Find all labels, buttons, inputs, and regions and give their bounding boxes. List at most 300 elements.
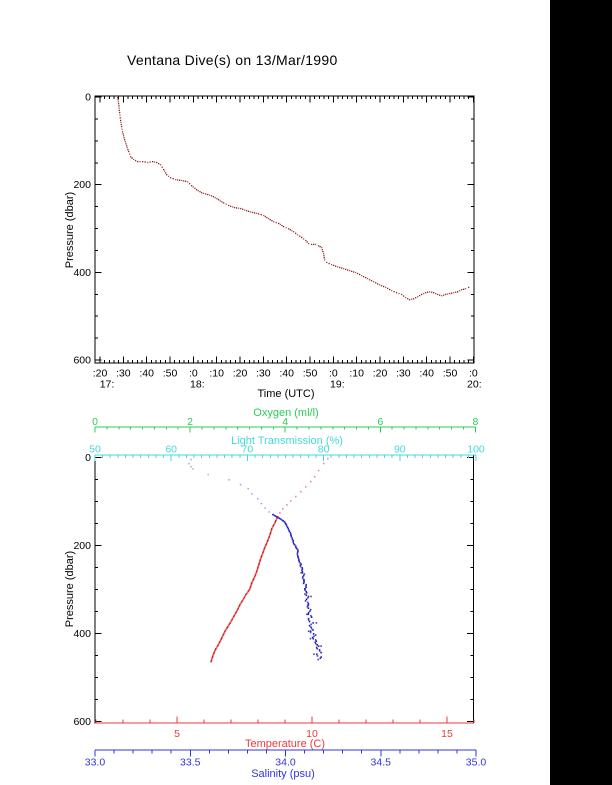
data-dot [121,124,122,125]
data-dot [291,537,293,539]
data-dot [211,195,212,196]
tick-label: :30 [256,367,271,380]
tick-label: :0 [328,367,338,380]
tick-label: 33.0 [84,756,106,769]
data-dot [194,188,195,189]
light-transmission-axis-label: Light Transmission (%) [231,435,343,447]
data-dot [193,186,194,187]
data-dot [273,221,274,222]
data-dot [268,218,269,219]
data-dot [308,619,310,621]
data-dot [166,174,167,175]
tick-label: 19: [330,378,345,391]
data-dot [349,270,350,271]
data-dot [327,458,329,460]
tick-label: 600 [73,716,91,728]
data-dot [441,295,442,296]
data-dot [160,164,161,165]
tick-label: 400 [73,266,91,279]
tick-label: 0 [92,416,98,428]
data-dot [302,572,304,574]
data-dot [196,189,197,190]
data-dot [121,126,122,127]
data-dot [351,271,352,272]
data-dot [123,133,124,134]
data-dot [122,131,123,132]
data-dot [301,237,302,238]
data-dot [304,588,306,590]
data-dot [256,570,258,572]
data-dot [211,658,213,660]
tick-label: 80 [317,443,330,456]
data-dot [306,599,308,601]
data-dot [315,244,316,245]
data-dot [379,284,380,285]
data-dot [242,209,243,210]
data-dot [413,298,414,299]
top-chart-y-axis-label: Pressure (dbar) [64,191,76,269]
data-dot [317,659,319,661]
data-dot [303,238,304,239]
data-dot [118,105,119,106]
tick-label: :50 [302,367,318,380]
data-dot [279,512,281,514]
data-dot [293,540,295,542]
data-dot [280,224,281,225]
data-dot [308,614,310,616]
data-dot [439,295,440,296]
data-dot [260,556,262,558]
bottom-chart-axes [73,416,486,769]
data-dot [309,610,311,612]
data-dot [264,548,266,550]
data-dot [383,286,384,287]
data-dot [419,295,420,296]
data-dot [363,276,364,277]
tick-label: 60 [165,443,178,456]
data-dot [198,190,199,191]
data-dot [165,172,166,173]
data-dot [119,115,120,116]
data-dot [119,112,120,113]
data-dot [468,287,469,288]
data-dot [255,574,257,576]
data-dot [324,257,325,258]
data-dot [297,549,299,551]
data-dot [323,463,325,465]
data-dot [220,200,221,201]
data-dot [310,481,312,483]
data-dot [286,524,288,526]
data-dot [451,293,452,294]
tick-label: 600 [73,354,91,367]
tick-label: 10 [306,728,318,740]
top-chart-x-axis-label: Time (UTC) [257,388,315,400]
tick-label: :50 [162,367,178,380]
data-dot [192,468,194,470]
data-dot [173,178,174,179]
data-dot [257,498,259,500]
data-dot [302,576,304,578]
data-dot [341,267,342,268]
data-dot [403,295,404,296]
data-dot [323,255,324,256]
data-dot [256,213,257,214]
data-dot [270,219,271,220]
top-chart [64,92,482,401]
data-dot [121,129,122,130]
data-dot [124,137,125,138]
data-dot [365,277,366,278]
data-dot [278,223,279,224]
data-dot [262,552,264,554]
data-dot [417,296,418,297]
data-dot [371,280,372,281]
data-dot [290,500,292,502]
tick-label: 8 [472,416,479,428]
data-dot [311,628,313,630]
data-dot [297,552,299,554]
data-dot [127,149,128,150]
data-dot [240,484,242,486]
data-dot [307,602,309,604]
data-dot [316,622,318,624]
data-dot [170,177,171,178]
data-dot [117,99,118,100]
data-dot [292,539,294,541]
data-dot [429,291,430,292]
data-dot [203,193,204,194]
data-dot [396,292,397,293]
data-dot [343,268,344,269]
data-dot [135,160,136,161]
tick-label: 6 [377,416,384,428]
tick-label: 20: [467,378,482,391]
bottom-chart-profiles [188,458,328,662]
data-dot [179,180,180,181]
data-dot [125,141,126,142]
data-dot [394,291,395,292]
data-dot [297,551,299,553]
data-dot [147,162,148,163]
data-dot [282,508,284,510]
data-dot [125,143,126,144]
data-dot [201,192,202,193]
data-dot [435,293,436,294]
data-dot [335,266,336,267]
tick-label: :40 [419,367,434,380]
data-dot [398,293,399,294]
data-dot [181,180,182,181]
data-dot [291,230,292,231]
data-dot [319,650,321,652]
tick-label: 15 [441,728,453,740]
data-dot [286,227,287,228]
data-dot [297,554,299,556]
data-dot [369,279,370,280]
data-dot [322,249,323,250]
data-dot [310,638,312,640]
tick-label: 34.0 [275,756,296,769]
tick-label: :50 [442,367,458,380]
data-dot [461,289,462,290]
data-dot [347,269,348,270]
data-dot [228,205,229,206]
data-dot [255,573,257,575]
data-dot [191,185,192,186]
data-dot [137,161,138,162]
data-dot [310,596,312,598]
data-dot [443,295,444,296]
tick-label: :20 [372,367,388,380]
data-dot [353,271,354,272]
data-dot [309,625,311,627]
data-dot [261,214,262,215]
data-dot [313,636,315,638]
data-dot [459,290,460,291]
data-dot [119,110,120,111]
data-dot [164,171,165,172]
data-dot [318,645,320,647]
data-dot [316,653,318,655]
bottom-chart [64,407,486,780]
data-dot [120,117,121,118]
data-dot [307,605,309,607]
data-dot [152,161,153,162]
data-dot [300,491,302,493]
tick-label: 17: [99,378,115,391]
data-dot [292,541,294,543]
data-dot [247,488,249,490]
data-dot [140,161,141,162]
data-dot [433,292,434,293]
data-dot [163,169,164,170]
tick-label: :0 [188,367,198,380]
data-dot [156,162,157,163]
tick-label: 400 [73,628,91,640]
data-dot [209,195,210,196]
data-dot [308,243,309,244]
data-dot [391,290,392,291]
data-dot [120,120,121,121]
data-dot [314,476,316,478]
data-dot [210,661,212,663]
data-dot [375,282,376,283]
data-dot [310,615,312,617]
data-dot [308,612,310,614]
data-dot [297,555,299,557]
data-dot [188,463,190,465]
data-dot [276,222,277,223]
tick-label: 90 [393,443,406,456]
data-dot [244,209,245,210]
data-dot [308,603,310,605]
data-dot [290,229,291,230]
data-dot [311,244,312,245]
data-dot [355,272,356,273]
data-dot [190,466,192,468]
data-dot [307,606,309,608]
tick-label: :0 [468,367,478,380]
data-dot [236,207,237,208]
data-dot [118,101,119,102]
data-dot [207,474,209,476]
data-dot [306,592,308,594]
data-dot [318,245,319,246]
data-dot [309,621,311,623]
data-dot [377,283,378,284]
tick-label: 0 [85,452,91,464]
data-dot [218,199,219,200]
data-dot [232,206,233,207]
data-dot [323,253,324,254]
data-dot [308,630,310,632]
data-dot [313,633,315,635]
data-dot [415,297,416,298]
tick-label: 4 [282,416,289,428]
data-dot [228,479,230,481]
data-dot [230,206,231,207]
tick-label: 34.5 [370,756,391,769]
data-dot [320,652,322,654]
data-dot [207,194,208,195]
data-dot [331,264,332,265]
data-dot [297,557,299,559]
data-dot [215,197,216,198]
data-dot [298,558,300,560]
data-dot [246,210,247,211]
data-dot [333,265,334,266]
data-dot [221,201,222,202]
data-dot [310,624,312,626]
data-dot [231,619,233,621]
data-dot [317,655,319,657]
data-dot [320,645,322,647]
data-dot [283,226,284,227]
data-dot [187,181,188,182]
data-dot [250,211,251,212]
data-dot [254,212,255,213]
data-dot [265,216,266,217]
data-dot [431,292,432,293]
data-dot [119,108,120,109]
data-dot [427,292,428,293]
tick-label: 0 [85,91,91,104]
top-chart-frame [95,96,474,363]
data-dot [321,247,322,248]
data-dot [265,507,267,509]
data-dot [357,273,358,274]
data-dot [306,595,308,597]
salinity-axis-label: Salinity (psu) [251,768,315,780]
data-dot [303,583,305,585]
data-dot [252,212,253,213]
data-dot [316,644,318,646]
data-dot [385,287,386,288]
data-dot [117,97,118,98]
data-dot [120,122,121,123]
data-dot [307,597,309,599]
data-dot [295,496,297,498]
data-dot [307,241,308,242]
data-dot [142,161,143,162]
tick-label: 200 [73,540,91,552]
data-dot [185,181,186,182]
data-dot [226,204,227,205]
data-dot [123,135,124,136]
tick-label: 100 [467,443,485,456]
data-dot [281,225,282,226]
data-dot [168,176,169,177]
bottom-chart-y-axis-label: Pressure (dbar) [64,550,76,628]
data-dot [453,292,454,293]
data-dot [455,292,456,293]
top-chart-axes [73,92,481,391]
data-dot [189,183,190,184]
data-dot [177,179,178,180]
data-dot [262,554,264,556]
tick-label: 70 [241,443,254,456]
data-dot [381,285,382,286]
data-dot [310,626,312,628]
data-dot [223,202,224,203]
data-dot [345,269,346,270]
data-dot [445,294,446,295]
data-dot [270,531,272,533]
data-dot [305,600,307,602]
data-dot [266,217,267,218]
data-dot [261,503,263,505]
data-dot [286,504,288,506]
data-dot [126,145,127,146]
data-dot [387,288,388,289]
data-dot [305,585,307,587]
data-dot [305,240,306,241]
data-dot [251,493,253,495]
data-dot [303,575,305,577]
tick-label: :20 [232,367,248,380]
data-dot [190,459,192,461]
data-dot [308,618,310,620]
data-dot [409,299,410,300]
data-dot [127,147,128,148]
tick-label: 50 [89,443,101,456]
data-dot [268,511,270,513]
data-dot [447,293,448,294]
data-dot [289,531,291,533]
tick-label: :10 [349,367,364,380]
data-dot [288,228,289,229]
data-dot [326,262,327,263]
tick-label: :20 [92,367,108,380]
data-dot [297,234,298,235]
data-dot [158,163,159,164]
data-dot [457,291,458,292]
data-dot [337,266,338,267]
data-dot [310,609,312,611]
tick-label: 35.0 [465,756,487,769]
tick-label: 18: [190,378,205,391]
data-dot [389,289,390,290]
data-dot [118,103,119,104]
data-dot [293,231,294,232]
data-dot [205,193,206,194]
data-dot [312,622,314,624]
data-dot [199,191,200,192]
data-dot [304,573,306,575]
tick-label: 200 [73,179,91,192]
data-dot [463,289,464,290]
